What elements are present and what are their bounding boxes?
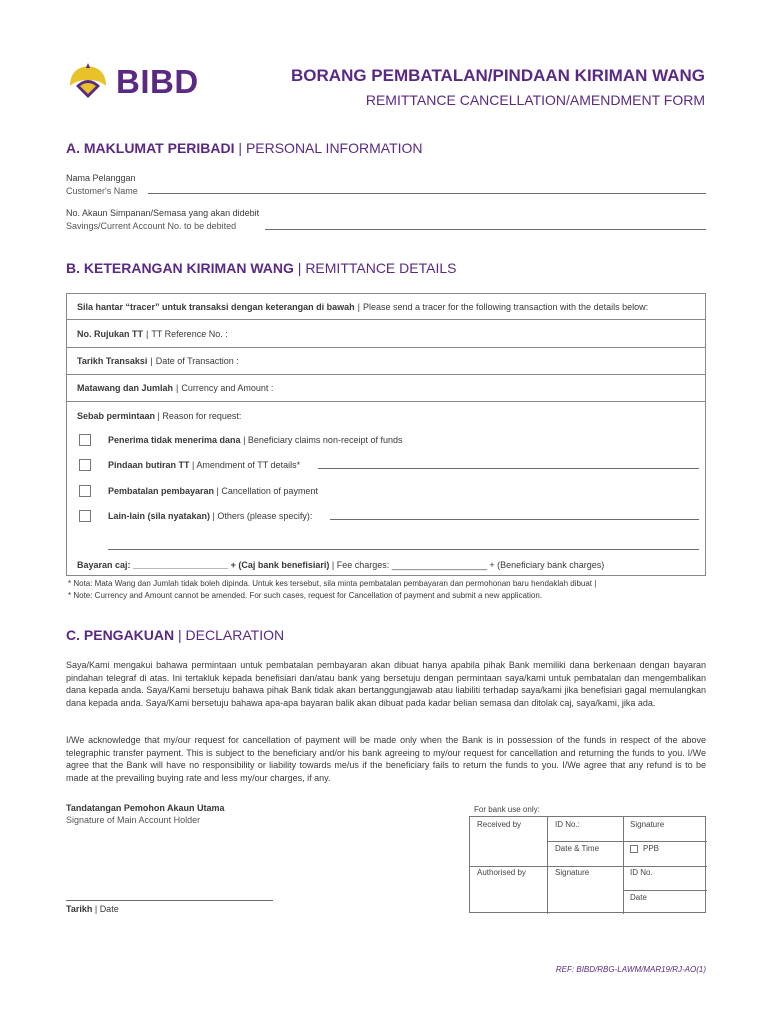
signature-cell-label: Signature	[630, 820, 665, 829]
id-no-label: ID No.:	[555, 820, 580, 829]
option-amendment: Pindaan butiran TT | Amendment of TT details*	[108, 460, 301, 470]
checkbox-others[interactable]	[79, 510, 91, 522]
date-label-en: Date of Transaction :	[155, 356, 239, 366]
section-c-heading-en: DECLARATION	[185, 627, 285, 643]
signature-field[interactable]	[66, 900, 273, 901]
authorised-by-label: Authorised by	[477, 868, 526, 877]
signature-label-en: Signature of Main Account Holder	[66, 815, 201, 825]
currency-label-en: Currency and Amount :	[181, 383, 274, 393]
customer-name-field[interactable]	[148, 193, 706, 194]
others-specify-field[interactable]	[330, 519, 699, 520]
option-amendment-en: Amendment of TT details*	[196, 460, 301, 470]
ppb-label: PPB	[643, 844, 660, 853]
declaration-paragraph-ms: Saya/Kami mengakui bahawa permintaan untuk pembatalan pembayaran akan dibuat hanya apabila pihak Bank memiliki dana berkenaan dengan bayaran pindahan telegraf di atas. Ini tertakluk kepada benefisiari dan/atau bank yang bersetuju dengan permintaan saya/kami untuk pembatalan dan mengembalikan dana kepada anda. Saya/Kami bersetuju bahawa pihak Bank tidak akan bertanggungjawab atau liabiliti terhadap saya/kami jika benefisiari gagal memulangkan dana kepada anda. Saya/Kami bersetuju bahawa apa-apa bayaran balik akan dibuat pada kadar belian semasa dan ditolak caj, saya/kami, jika ada.	[66, 660, 706, 708]
transaction-date-row[interactable]: Tarikh Transaksi | Date of Transaction :	[67, 348, 705, 375]
section-c-heading: C. PENGAKUAN | DECLARATION	[66, 627, 285, 643]
checkbox-non-receipt[interactable]	[79, 434, 91, 446]
checkbox-cancellation[interactable]	[79, 485, 91, 497]
fee-charges-en: Fee charges: ___________________ + (Beneficiary bank charges)	[336, 560, 605, 570]
date-label: Tarikh | Date	[66, 904, 119, 914]
section-b-heading-ms: B. KETERANGAN KIRIMAN WANG	[66, 260, 294, 276]
option-others-en: Others (please specify):	[217, 511, 313, 521]
section-a-heading: A. MAKLUMAT PERIBADI | PERSONAL INFORMATION	[66, 140, 423, 156]
signature2-label: Signature	[555, 868, 590, 877]
option-others: Lain-lain (sila nyatakan) | Others (please specify):	[108, 511, 313, 521]
option-non-receipt: Penerima tidak menerima dana | Beneficiary claims non-receipt of funds	[108, 435, 403, 445]
section-b-heading: B. KETERANGAN KIRIMAN WANG | REMITTANCE DETAILS	[66, 260, 457, 276]
tt-ref-label-ms: No. Rujukan TT	[77, 328, 143, 339]
reason-label-ms: Sebab permintaan	[77, 411, 156, 421]
tt-reference-row[interactable]: No. Rujukan TT | TT Reference No. :	[67, 320, 705, 348]
account-label-ms: No. Akaun Simpanan/Semasa yang akan didebit	[66, 208, 260, 218]
account-label-en: Savings/Current Account No. to be debited	[66, 221, 237, 231]
bank-use-table	[469, 816, 706, 913]
note-ms: * Nota: Mata Wang dan Jumlah tidak boleh dipinda. Untuk kes tersebut, sila minta pembatalan pembayaran dan permohonan baru hendaklah dibuat |	[68, 579, 597, 588]
account-number-field[interactable]	[265, 229, 706, 230]
date-label-en: Date	[99, 904, 119, 914]
reason-label: Sebab permintaan | Reason for request:	[77, 411, 242, 421]
tt-ref-label-en: TT Reference No. :	[151, 328, 228, 339]
option-amendment-ms: Pindaan butiran TT	[108, 460, 190, 470]
date-label-ms: Tarikh	[66, 904, 93, 914]
option-cancellation-ms: Pembatalan pembayaran	[108, 486, 215, 496]
tracer-row: Sila hantar “tracer” untuk transaksi dengan keterangan di bawah | Please send a tracer for the following transaction with the details below:	[67, 294, 705, 320]
customer-name-label-ms: Nama Pelanggan	[66, 173, 136, 183]
section-a-heading-en: PERSONAL INFORMATION	[245, 140, 423, 156]
tracer-text-en: Please send a tracer for the following transaction with the details below:	[362, 301, 649, 312]
id-no2-label: ID No.	[630, 868, 653, 877]
tracer-text-ms: Sila hantar “tracer” untuk transaksi dengan keterangan di bawah	[77, 301, 355, 312]
bank-date-label: Date	[630, 893, 647, 902]
others-specify-field-2[interactable]	[108, 549, 699, 550]
section-b-heading-en: REMITTANCE DETAILS	[305, 260, 457, 276]
option-cancellation-en: Cancellation of payment	[221, 486, 318, 496]
fee-charges: Bayaran caj: ___________________ + (Caj bank benefisiari) | Fee charges: ___________________ + (Beneficiary bank charges)	[77, 560, 605, 570]
logo-text: BIBD	[116, 63, 199, 100]
amendment-details-field[interactable]	[318, 468, 699, 469]
date-time-label: Date & Time	[555, 844, 600, 853]
remittance-details-box	[66, 293, 706, 576]
bank-use-title: For bank use only:	[474, 805, 540, 814]
signature-label-ms: Tandatangan Pemohon Akaun Utama	[66, 803, 225, 813]
currency-amount-row[interactable]: Matawang dan Jumlah | Currency and Amount :	[67, 375, 705, 402]
bibd-logo	[66, 58, 206, 106]
date-label-ms: Tarikh Transaksi	[77, 356, 148, 366]
option-non-receipt-en: Beneficiary claims non-receipt of funds	[247, 435, 403, 445]
ppb-cell	[630, 844, 659, 853]
ppb-checkbox[interactable]	[630, 845, 638, 853]
customer-name-label-en: Customer's Name	[66, 186, 138, 196]
fee-charges-ms: Bayaran caj: ___________________ + (Caj bank benefisiari)	[77, 560, 330, 570]
reason-label-en: Reason for request:	[162, 411, 242, 421]
note-en: * Note: Currency and Amount cannot be amended. For such cases, request for Cancellation of payment and submit a new application.	[68, 591, 543, 600]
bibd-emblem-icon	[66, 60, 110, 104]
declaration-paragraph-en: I/We acknowledge that my/our request for cancellation of payment will be made only when the Bank is in possession of the funds in respect of the above telegraphic transfer payment. This is subject to the beneficiary and/or his bank agreeing to my/our request for cancellation and returning the funds to you. I/We agree that the Bank will have no responsibility or liability towards me/us if the beneficiary fails to return the funds to you. I/We agree that any refund is to be made at the prevailing buying rate and less my/our charges, if any.	[66, 735, 706, 783]
checkbox-amendment[interactable]	[79, 459, 91, 471]
form-title-ms: BORANG PEMBATALAN/PINDAAN KIRIMAN WANG	[291, 66, 705, 85]
option-others-ms: Lain-lain (sila nyatakan)	[108, 511, 211, 521]
currency-label-ms: Matawang dan Jumlah	[77, 383, 174, 393]
option-cancellation: Pembatalan pembayaran | Cancellation of payment	[108, 486, 318, 496]
form-title-en: REMITTANCE CANCELLATION/AMENDMENT FORM	[365, 92, 705, 108]
received-by-label: Received by	[477, 820, 522, 829]
form-reference: REF: BIBD/RBG-LAWM/MAR19/RJ-AO(1)	[555, 965, 706, 974]
section-c-heading-ms: C. PENGAKUAN	[66, 627, 175, 643]
option-non-receipt-ms: Penerima tidak menerima dana	[108, 435, 241, 445]
section-a-heading-ms: A. MAKLUMAT PERIBADI	[66, 140, 235, 156]
